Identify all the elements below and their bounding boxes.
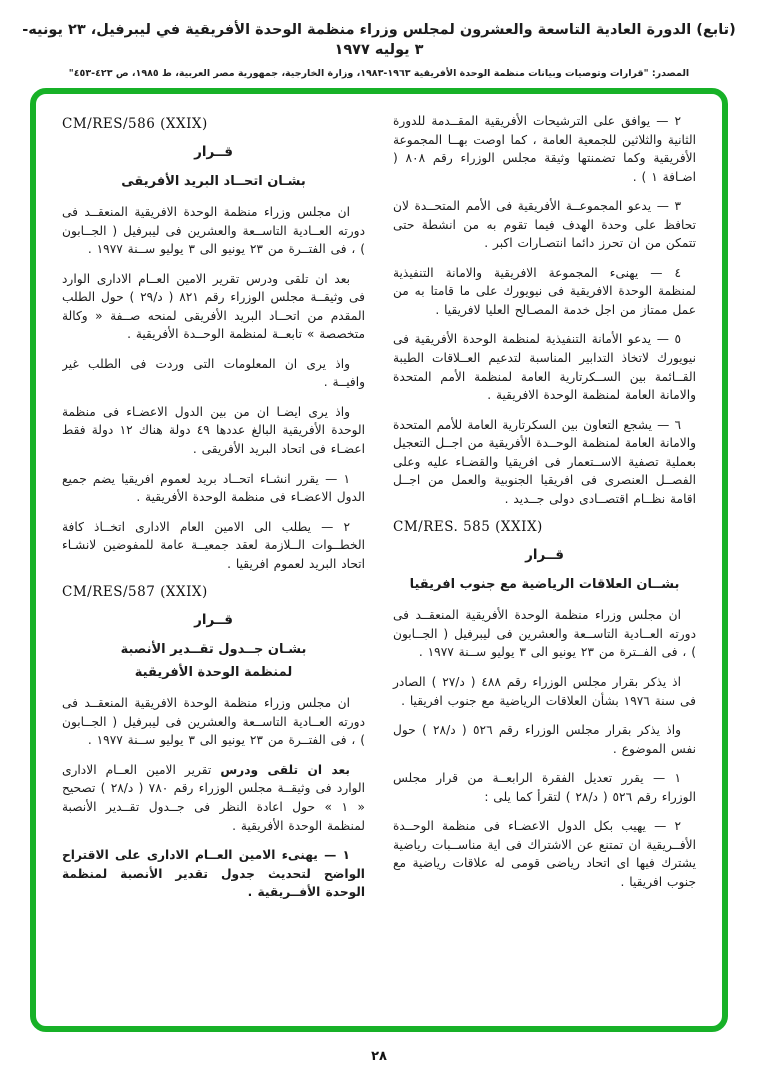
- paragraph: ان مجلس وزراء منظمة الوحدة الافريقية المنعقــد فى دورته العــادية التاســعة والعشرين فى ليبرفيل ( الجــابون ) ، فى الفتــرة من ٢٣ يونيو الى ٣ يوليو ســنة ١٩٧٧ .: [62, 205, 365, 257]
- source-line: المصدر: "قرارات وتوصيات وبيانات منظمة الوحدة الأفريقية ١٩٦٣-١٩٨٣، وزارة الخارجية، جمهورية مصر العربية، ط ١٩٨٥، ص ٤٢٣-٤٥٣": [68, 67, 690, 79]
- paragraph: ٦ — يشجع التعاون بين السكرتارية العامة للأمم المتحدة والامانة العامة لمنظمة الوحــدة الأفريقية من اجــل التعجيل بعملية تصفية الاســتعمار فى افريقيا والقضـاء عليه وعلى الفصــل العنصرى فى افريقيا الجنوبية والعمل من اجــل اقامة نظــام اقتصــادى دولى جــديد .: [393, 417, 696, 506]
- paragraph: [62, 761, 365, 835]
- paragraph: ان مجلس وزراء منظمة الوحدة الافريقية المنعقــد فى دورته العــادية التاســعة والعشرين فى ليبرفيل ( الجــابون ) ، فى الفتــرة من ٢٣ يونيو الى ٣ يوليو ســنة ١٩٧٧ .: [62, 696, 365, 748]
- paragraph: ١ — يقرر انشـاء اتحــاد بريد لعموم افريقيا يضم جميع الدول الاعضـاء فى منظمة الوحدة الأفريقية .: [62, 471, 365, 505]
- column-right: [393, 112, 696, 1016]
- paragraph: اذ يذكر بقرار مجلس الوزراء رقم ٤٨٨ ( د/٢٧ ) الصادر فى سنة ١٩٧٦ بشأن العلاقات الرياضية مع جنوب افريقيا .: [393, 675, 696, 708]
- paragraph-text: تقرير الامين العــام الادارى الوارد فى وثيقــة مجلس الوزراء رقم ٧٨٠ ( د/٢٨ ) تصحيح « ١ » حول اعادة النظر فى جــدول تقــدير الأنصبة لمنظمة الوحدة الأفريقية .: [62, 762, 365, 833]
- paragraph: ٤ — يهنىء المجموعة الافريقية والامانة التنفيذية لمنظمة الوحدة الافريقية فى نيويورك على ما قامتا به من عمل ممتاز من اجل خدمة المصـالح العليا لافريقيا .: [393, 265, 696, 317]
- resolution-code: CM/RES/587 (XXIX): [62, 584, 208, 601]
- paragraph: واذ يذكر بقرار مجلس الوزراء رقم ٥٢٦ ( د/٢٨ ) حول نفس الموضوع .: [393, 723, 696, 756]
- page-title: (تابع) الدورة العادية التاسعة والعشرون لمجلس وزراء منظمة الوحدة الأفريقية في ليبرفيل، ٢٣ يونيه- ٣ يوليه ١٩٧٧: [22, 22, 736, 59]
- page-number: ٢٨: [371, 1049, 387, 1064]
- resolution-code: CM/RES. 585 (XXIX): [393, 519, 543, 536]
- paragraph-lead: بعد ان تلقى ودرس: [220, 762, 350, 777]
- paragraph: ١ — يقرر تعديل الفقرة الرابعــة من قرار مجلس الوزراء رقم ٥٢٦ ( د/٢٨ ) لتقرأ كما يلى :: [393, 771, 696, 804]
- paragraph: ٢ — يطلب الى الامين العام الادارى اتخــاذ كافة الخطــوات الــلازمة لعقد جمعيــة عامة للمفوضين لانشـاء اتحاد البريد لعموم افريقيا .: [62, 519, 365, 571]
- paragraph: ٥ — يدعو الأمانة التنفيذية لمنظمة الوحدة الأفريقية فى نيويورك لاتخاذ التدابير المناسبة لتدعيم العــلاقات الطيبة القــائمة بين الســكرتارية العامة لمنظمة الأمم المتحدة والامانة العامة لمنظمة الوحدة الافريقية .: [393, 332, 696, 403]
- paragraph: واذ يرى ايضـا ان من بين الدول الاعضـاء فى منظمة الوحدة الأفريقية البالغ عددها ٤٩ دولة هناك ١٢ دولة فقط اعضـاء فى اتحاد البريد الأفريقى .: [62, 404, 365, 457]
- resolution-subject: بشـان اتحــاد البريد الأفريقى: [121, 174, 306, 189]
- column-left: [62, 112, 365, 1016]
- two-column-layout: [62, 112, 696, 1016]
- content-border-box: [30, 88, 728, 1032]
- resolution-subject-line2: لمنظمة الوحدة الأفريقية: [134, 665, 293, 681]
- resolution-heading: قــرار: [194, 144, 233, 160]
- paragraph: واذ يرى ان المعلومات التى وردت فى الطلب غير وافيــة .: [62, 356, 365, 390]
- paragraph: ٢ — يوافق على الترشيحات الأفريقية المقــدمة للدورة الثانية والثلاثين للجمعية العامة ، كما اوصت بهــا المجموعة الأفريقية وكما تضمنتها وثيقة مجلس الوزراء رقم ٨٠٨ ( اضـافة ١ ) .: [393, 114, 696, 184]
- resolution-heading: قــرار: [194, 612, 233, 629]
- paragraph: ٣ — يدعو المجموعــة الأفريقية فى الأمم المتحــدة لان تحافظ على وحدة الهدف فيما تقوم به من انشطة حتى تتمكن من ان تحرز دائما انتصـارات اكبر .: [393, 199, 696, 251]
- resolution-code: CM/RES/586 (XXIX): [62, 116, 208, 132]
- resolution-heading: قــرار: [525, 547, 564, 564]
- resolution-subject: بشـان جــدول تقــدير الأنصبة: [120, 642, 307, 658]
- paragraph: بعد ان تلقى ودرس تقرير الامين العــام الادارى الوارد فى وثيقــة مجلس الوزراء رقم ٨٢١ ( د/٢٩ ) حول الطلب المقدم من اتحــاد البريد الأفريقى لمنحه صــفة « وكالة متخصصة » تابعــة لمنظمة الوحــدة الأفريقية .: [62, 271, 365, 342]
- page-header: [0, 0, 758, 79]
- resolution-subject: بشــان العلاقات الرياضية مع جنوب افريقيا: [409, 577, 680, 593]
- paragraph: ٢ — يهيب بكل الدول الاعضـاء فى منظمة الوحــدة الأفــريقية ان تمتنع عن الاشتراك فى اية مناســبات رياضية يشترك فيها اى اتحاد رياضى قومى له علاقات رياضية مع جنوب افريقيا .: [393, 819, 696, 889]
- paragraph: ١ — يهنىء الامين العــام الادارى على الاقتراح الواضح لتحديث جدول تقدير الأنصبة لمنظمة الوحدة الأفــريقية .: [62, 848, 365, 900]
- paragraph: ان مجلس وزراء منظمة الوحدة الأفريقية المنعقــد فى دورته العــادية التاســعة والعشرين فى ليبرفيل ( الجــابون ) ، فى الفــترة من ٢٣ يونيو الى ٣ يوليو ســنة ١٩٧٧ .: [393, 608, 696, 660]
